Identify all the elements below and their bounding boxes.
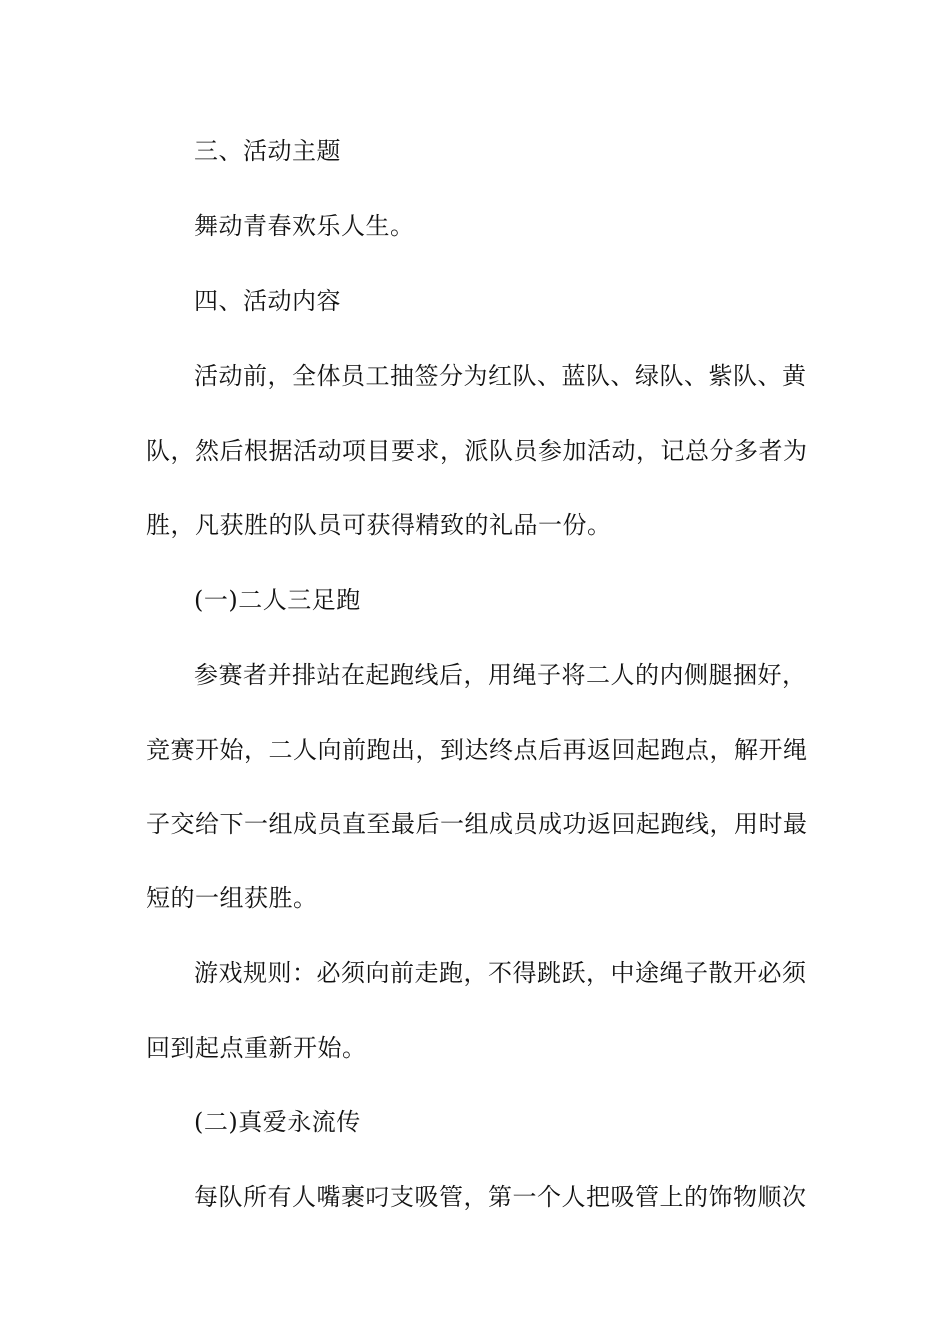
paragraph-line: 胜，凡获胜的队员可获得精致的礼品一份。 [146, 511, 612, 539]
subsection-heading-three-legged-race: (一)二人三足跑 [194, 586, 361, 614]
section-heading-theme: 三、活动主题 [194, 137, 341, 165]
paragraph-line: 短的一组获胜。 [146, 884, 318, 912]
section-heading-content: 四、活动内容 [194, 287, 341, 315]
subsection-heading-true-love: (二)真爱永流传 [194, 1108, 361, 1136]
paragraph-line: 队，然后根据活动项目要求，派队员参加活动，记总分多者为 [146, 437, 808, 465]
paragraph-line: 子交给下一组成员直至最后一组成员成功返回起跑线，用时最 [146, 810, 808, 838]
paragraph-line: 竞赛开始，二人向前跑出，到达终点后再返回起跑点，解开绳 [146, 736, 808, 764]
paragraph-line: 游戏规则：必须向前走跑，不得跳跃，中途绳子散开必须 [194, 959, 807, 987]
paragraph-line: 每队所有人嘴裹叼支吸管，第一个人把吸管上的饰物顺次 [194, 1183, 807, 1211]
paragraph-line: 活动前，全体员工抽签分为红队、蓝队、绿队、紫队、黄 [194, 362, 807, 390]
paragraph-line: 回到起点重新开始。 [146, 1034, 367, 1062]
theme-text: 舞动青春欢乐人生。 [194, 212, 415, 240]
paragraph-line: 参赛者并排站在起跑线后，用绳子将二人的内侧腿捆好， [194, 661, 807, 689]
